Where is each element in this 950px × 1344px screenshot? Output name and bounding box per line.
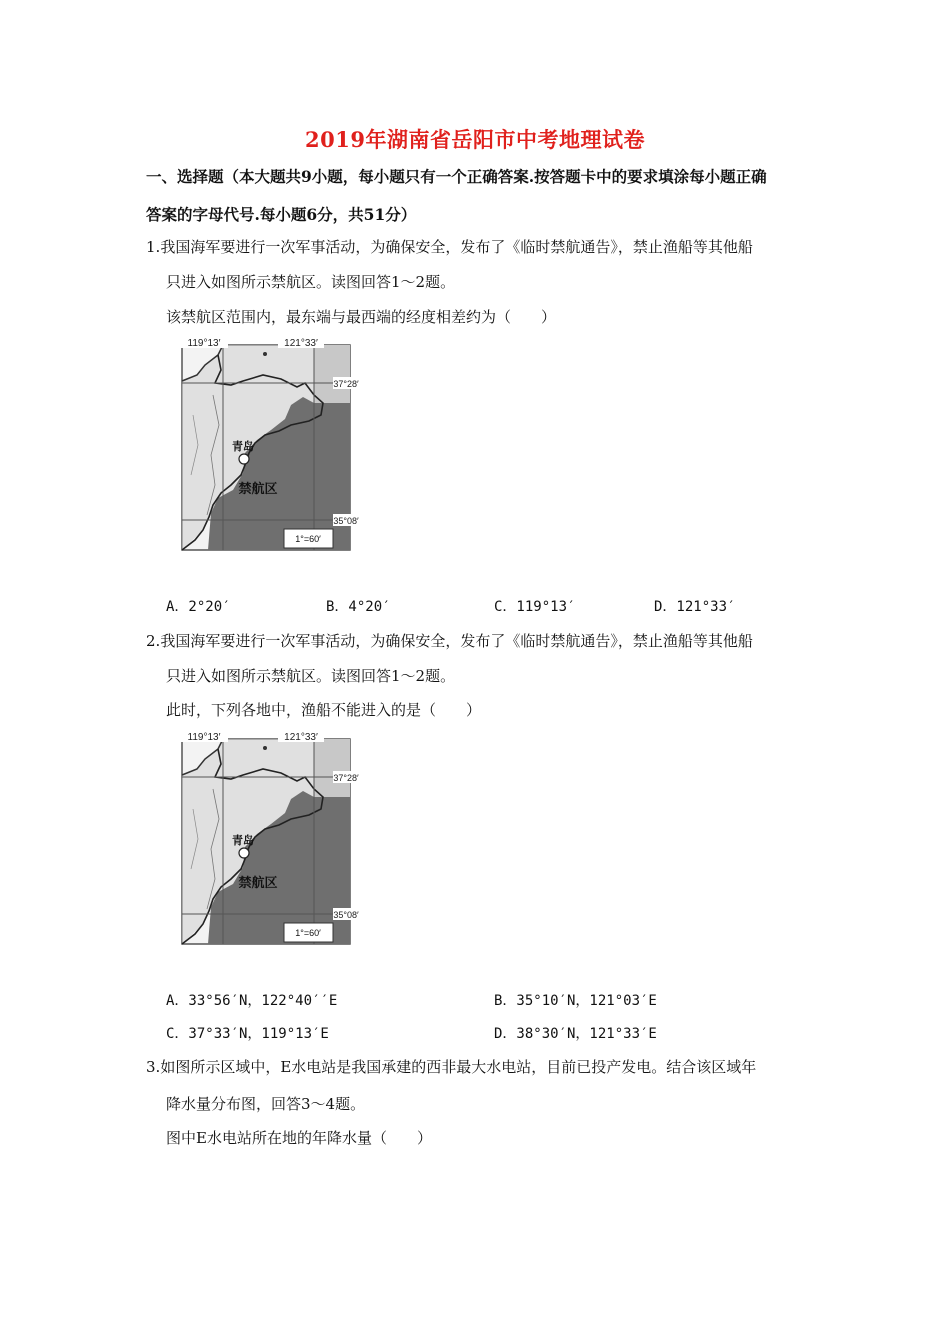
q2-stem-line2: 只进入如图所示禁航区。读图回答1～2题。 — [166, 667, 456, 685]
map-scale-label: 1°=60′ — [295, 534, 321, 544]
q1-stem-line2: 只进入如图所示禁航区。读图回答1～2题。 — [166, 273, 456, 291]
q1-question: 该禁航区范围内，最东端与最西端的经度相差约为（ ） — [166, 308, 557, 326]
map-lat-south-label: 35°08′ — [333, 910, 359, 920]
map-lat-north-label: 37°28′ — [333, 773, 359, 783]
q1-option-d: D．121°33′ — [654, 599, 736, 615]
q2-option-c: C．37°33′N，119°13′E — [166, 1026, 329, 1042]
map-scale-label: 1°=60′ — [295, 928, 321, 938]
q1-option-a: A．2°20′ — [166, 599, 231, 615]
section-heading-line2: 答案的字母代号.每小题6分，共51分） — [146, 205, 417, 224]
q3-question: 图中E水电站所在地的年降水量（ ） — [166, 1129, 432, 1147]
map-lon-west-label: 119°13′ — [187, 732, 221, 743]
map-city-label: 青岛 — [232, 440, 254, 453]
q2-option-d: D．38°30′N，121°33′E — [494, 1026, 657, 1042]
map-lat-south-label: 35°08′ — [333, 516, 359, 526]
q3-stem-line1: 3.如图所示区域中，E水电站是我国承建的西非最大水电站，目前已投产发电。结合该区域年 — [146, 1058, 757, 1076]
page-title: 2019年湖南省岳阳市中考地理试卷 — [305, 127, 645, 152]
q2-option-b: B．35°10′N，121°03′E — [494, 993, 657, 1009]
section-heading-line1: 一、选择题（本大题共9小题，每小题只有一个正确答案.按答题卡中的要求填涂每小题正确 — [146, 167, 767, 186]
map-zone-label: 禁航区 — [238, 876, 278, 891]
map-city-label: 青岛 — [232, 834, 254, 847]
q1-map-figure — [173, 335, 359, 557]
map-lon-east-label: 121°33′ — [284, 732, 318, 743]
map-lat-north-label: 37°28′ — [333, 379, 359, 389]
q1-stem-line1: 1.我国海军要进行一次军事活动，为确保安全，发布了《临时禁航通告》，禁止渔船等其他船 — [146, 238, 753, 256]
q3-stem-line2: 降水量分布图，回答3～4题。 — [166, 1095, 366, 1113]
q1-option-b: B．4°20′ — [326, 599, 391, 615]
map-lon-west-label: 119°13′ — [187, 338, 221, 349]
q1-option-c: C．119°13′ — [494, 599, 576, 615]
q2-option-a: A．33°56′N，122°40′′E — [166, 993, 338, 1009]
map-lon-east-label: 121°33′ — [284, 338, 318, 349]
q2-question: 此时，下列各地中，渔船不能进入的是（ ） — [166, 701, 482, 719]
map-zone-label: 禁航区 — [238, 482, 278, 497]
q2-stem-line1: 2.我国海军要进行一次军事活动，为确保安全，发布了《临时禁航通告》，禁止渔船等其他船 — [146, 632, 753, 650]
q2-map-figure — [173, 729, 359, 951]
